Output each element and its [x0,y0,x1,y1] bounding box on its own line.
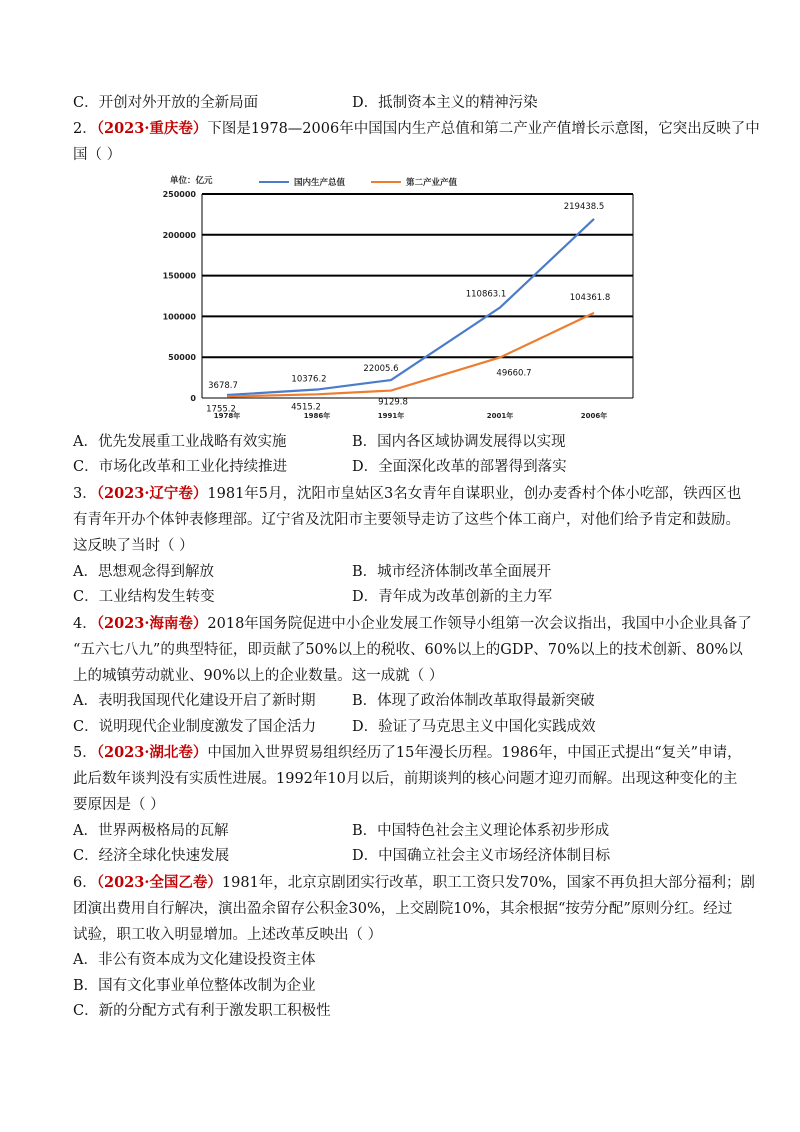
q5-option-c[interactable]: C．经济全球化快速发展 [73,848,230,864]
legend-gdp-label: 国内生产总值 [294,178,346,188]
q3-option-a[interactable]: A．思想观念得到解放 [73,564,214,580]
y-tick-label: 250000 [162,190,196,199]
gdp-series-line [227,219,594,395]
question-6-line-1: 6．（2023·全国乙卷）1981年，北京京剧团实行改革，职工工资只发70%，国家不再负担大部分福利；剧 [73,874,756,891]
x-tick-label: 1991年 [377,412,405,420]
question-2-line-1: 2．（2023·重庆卷）下图是1978—2006年中国国内生产总值和第二产业产值增长示意图，它突出反映了中 [73,120,760,137]
chart-unit-label: 单位：亿元 [170,176,213,186]
question-5-line-2: 此后数年谈判没有实质性进展。1992年10月以后，前期谈判的核心问题才迎刃而解。出现这种变化的主 [73,771,738,787]
q6-option-a[interactable]: A．非公有资本成为文化建设投资主体 [73,952,316,968]
question-number: 3． [73,486,97,502]
y-tick-label: 150000 [162,271,196,281]
gdp-line-chart [140,166,650,428]
q4-option-a[interactable]: A．表明我国现代化建设开启了新时期 [73,693,316,709]
prev-option-d: D．抵制资本主义的精神污染 [352,95,538,111]
q4-option-b[interactable]: B．体现了政治体制改革取得最新突破 [352,693,595,709]
question-source: （2023·重庆卷） [96,120,208,137]
secondary-data-label: 49660.7 [496,368,532,379]
q6-option-b[interactable]: B．国有文化事业单位整体改制为企业 [73,978,316,994]
q4-option-d[interactable]: D．验证了马克思主义中国化实践成效 [352,719,596,735]
question-4-line-1: 4．（2023·海南卷）2018年国务院促进中小企业发展工作领导小组第一次会议指出，我国中小企业具备了 [73,615,752,632]
q2-option-c[interactable]: C．市场化改革和工业化持续推进 [73,459,288,475]
y-tick-label: 200000 [162,230,196,240]
secondary-data-label: 4515.2 [291,402,321,413]
y-tick-label: 50000 [168,353,196,363]
chart-series [227,219,594,397]
q3-option-d[interactable]: D．青年成为改革创新的主力军 [352,589,553,605]
q2-option-d[interactable]: D．全面深化改革的部署得到落实 [352,459,567,475]
question-6-line-2: 团演出费用自行解决，演出盈余留存公积金30%，上交剧院10%，其余根据“按劳分配”原则分红。经过 [73,901,733,917]
x-tick-label: 2006年 [580,412,608,420]
q3-option-b[interactable]: B．城市经济体制改革全面展开 [352,564,552,580]
question-5-line-3: 要原因是（ ） [73,797,165,813]
q3-option-c[interactable]: C．工业结构发生转变 [73,589,215,605]
question-2-line-2: 国（ ） [73,147,122,163]
q5-option-b[interactable]: B．中国特色社会主义理论体系初步形成 [352,823,610,839]
question-source: （2023·辽宁卷） [96,485,208,502]
question-source: （2023·全国乙卷） [96,874,222,891]
gdp-data-label: 10376.2 [291,374,327,385]
gdp-data-label: 219438.5 [563,201,605,212]
q6-option-c[interactable]: C．新的分配方式有利于激发职工积极性 [73,1003,331,1019]
question-number: 6． [73,875,97,891]
chart-y-ticks [163,190,197,403]
question-source: （2023·海南卷） [96,615,208,632]
q4-option-c[interactable]: C．说明现代企业制度激发了国企活力 [73,719,317,735]
question-source: （2023·湖北卷） [96,744,208,761]
prev-option-c: C．开创对外开放的全新局面 [73,95,259,111]
gdp-data-label: 22005.6 [363,364,399,375]
legend-secondary-label: 第二产业产值 [406,178,458,188]
x-tick-label: 1978年 [213,412,241,420]
question-6-line-3: 试验，职工收入明显增加。上述改革反映出（ ） [73,927,383,943]
question-3-line-2: 有青年开办个体钟表修理部。辽宁省及沈阳市主要领导走访了这些个体工商户，对他们给予肯定和鼓励。 [73,512,740,528]
y-tick-label: 100000 [162,312,196,322]
gdp-data-label: 110863.1 [465,289,507,300]
q5-option-d[interactable]: D．中国确立社会主义市场经济体制目标 [352,848,611,864]
q5-option-a[interactable]: A．世界两极格局的瓦解 [73,823,229,839]
x-tick-label: 2001年 [486,412,514,420]
question-number: 5． [73,745,97,761]
secondary-series-line [227,313,594,397]
x-tick-label: 1986年 [303,412,331,420]
secondary-data-label: 104361.8 [569,292,611,303]
gdp-data-label: 3678.7 [208,380,238,391]
question-3-line-3: 这反映了当时（ ） [73,538,194,554]
question-5-line-1: 5．（2023·湖北卷）中国加入世界贸易组织经历了15年漫长历程。1986年，中国正式提出“复关”申请， [73,744,742,761]
y-tick-label: 0 [190,394,196,403]
secondary-data-label: 1755.2 [206,404,236,415]
q2-option-a[interactable]: A．优先发展重工业战略有效实施 [73,434,287,450]
chart-gridlines [202,194,633,398]
question-3-line-1: 3．（2023·辽宁卷）1981年5月，沈阳市皇姑区3名女青年自谋职业，创办麦香村个体小吃部，铁西区也 [73,485,742,502]
question-4-line-3: 上的城镇劳动就业、90%以上的企业数量。这一成就（ ） [73,668,444,684]
secondary-data-label: 9129.8 [378,397,408,408]
question-number: 2． [73,121,97,137]
q2-option-b[interactable]: B．国内各区域协调发展得以实现 [352,434,566,450]
chart-x-ticks [214,411,607,420]
question-number: 4． [73,616,97,632]
question-4-line-2: “五六七八九”的典型特征，即贡献了50%以上的税收、60%以上的GDP、70%以上的技术创新、80%以 [73,642,743,658]
